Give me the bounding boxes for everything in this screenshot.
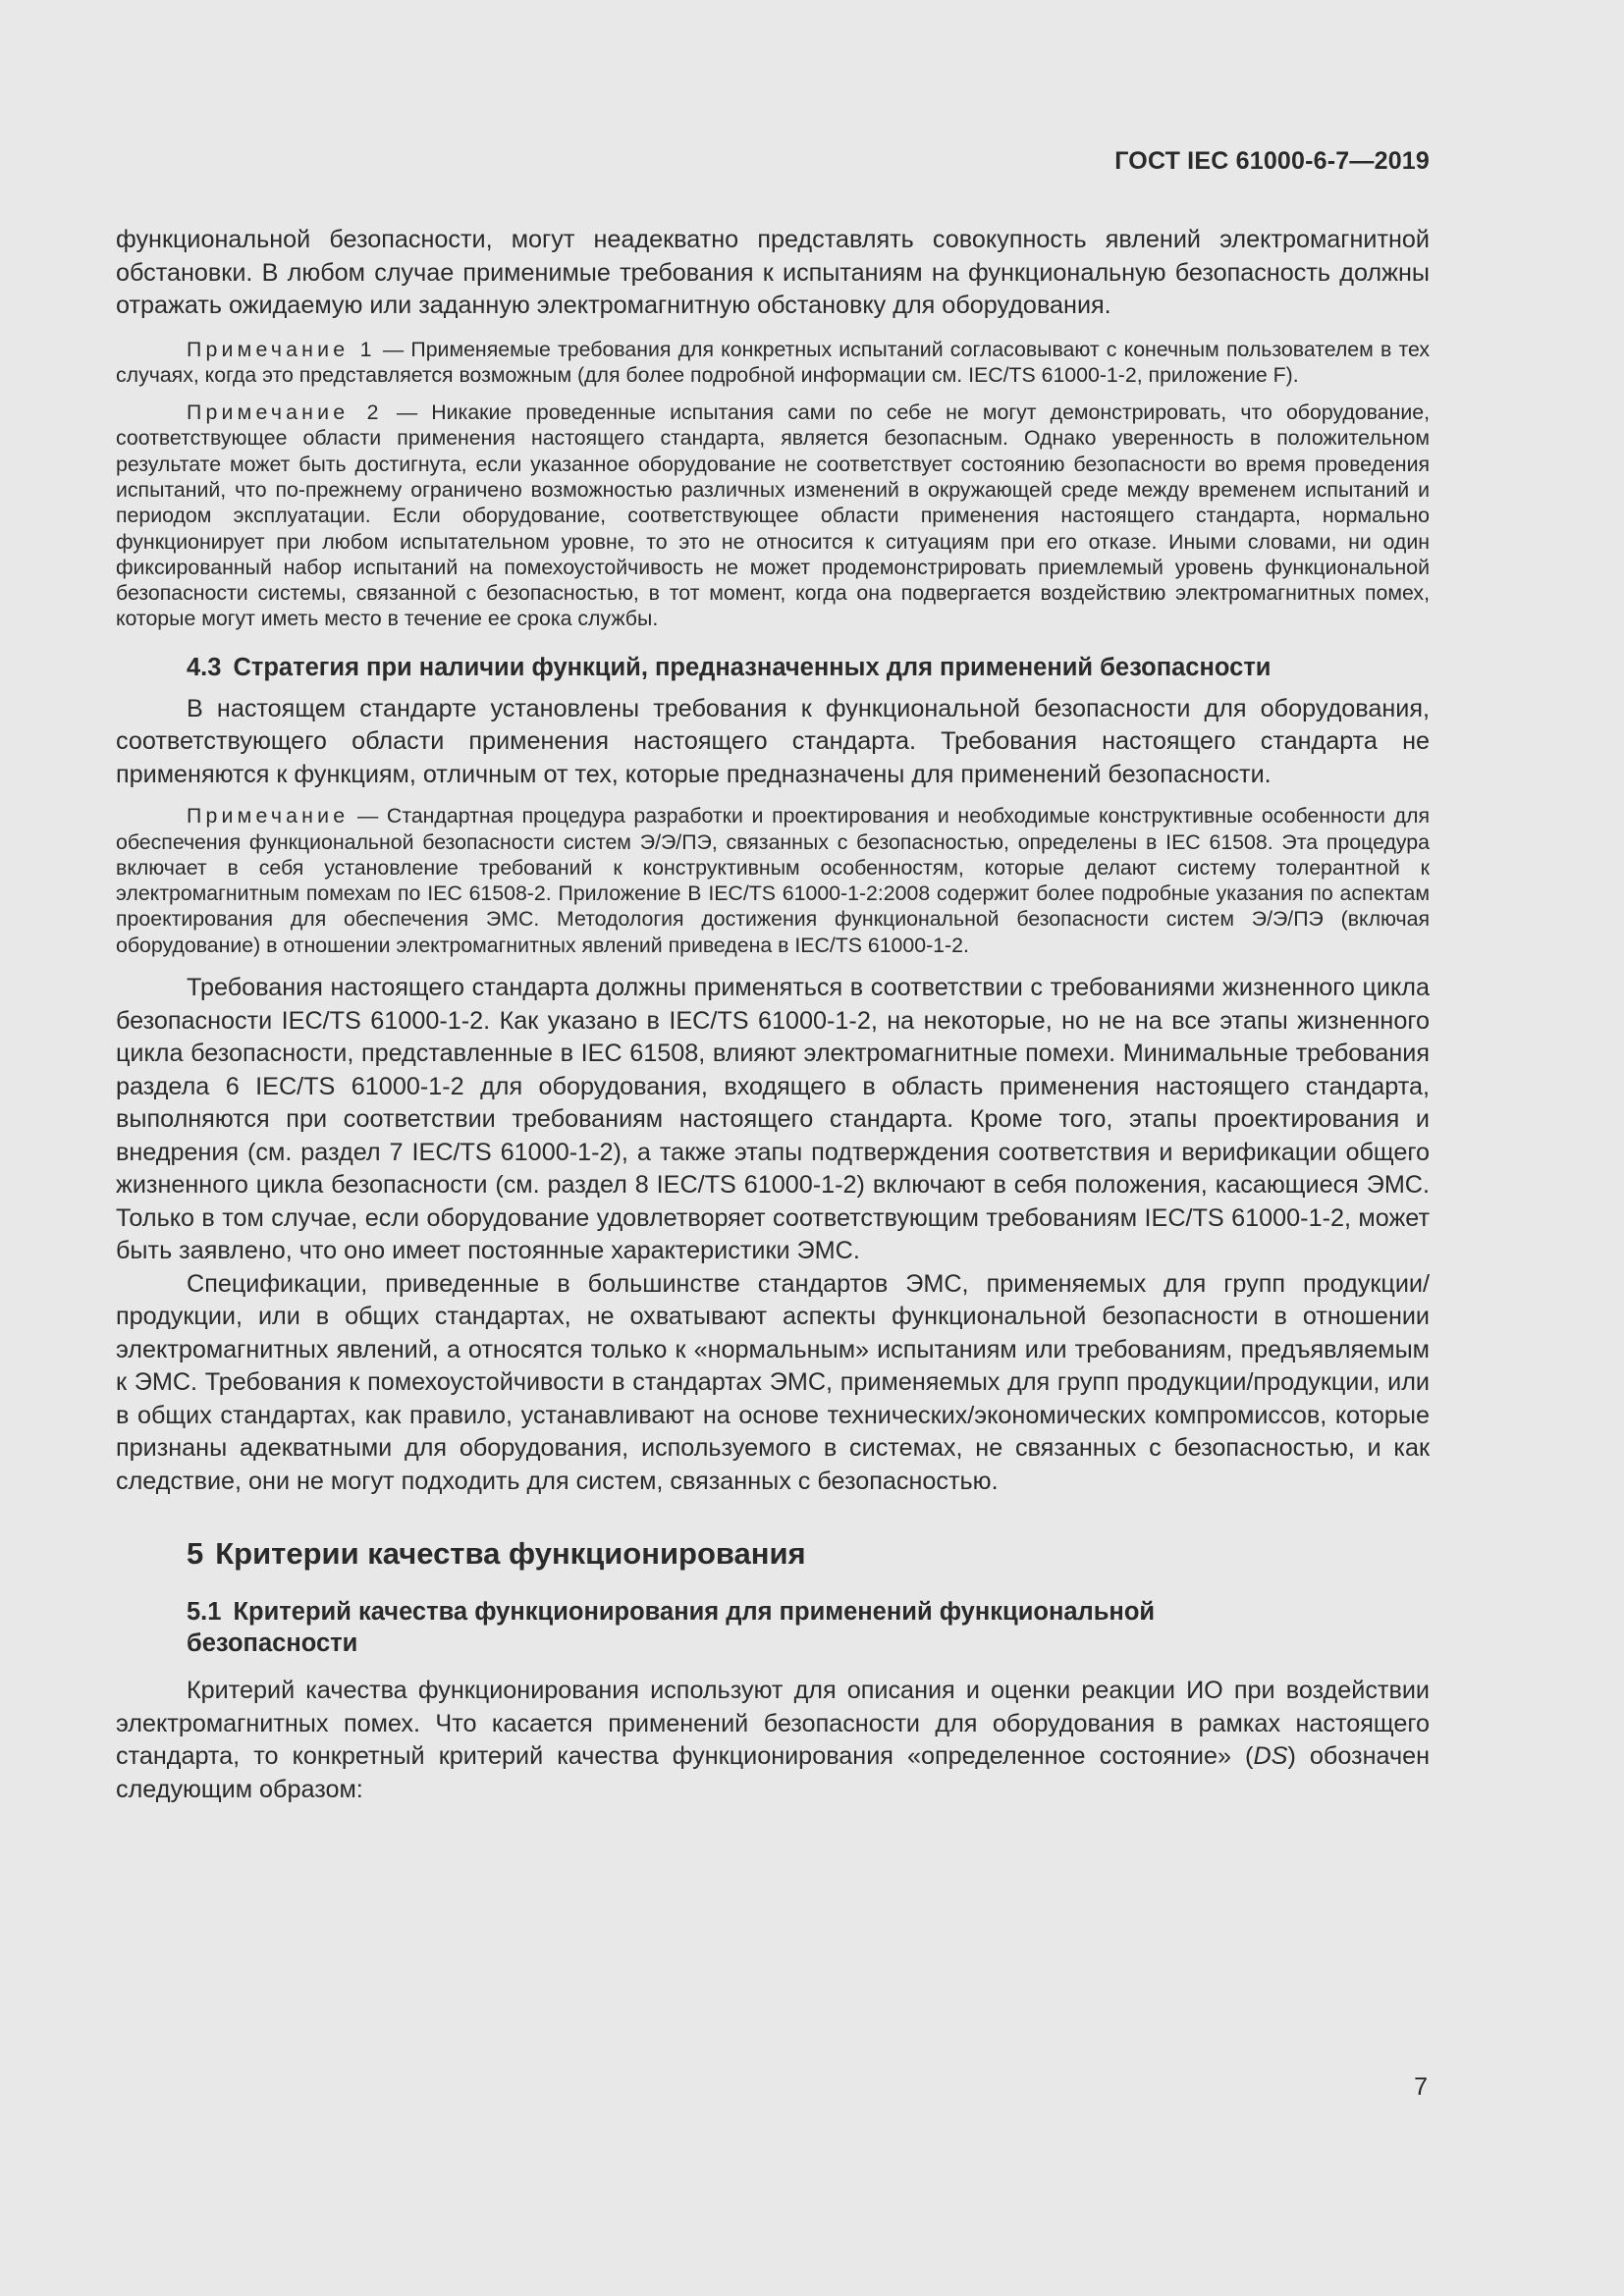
note-3-text: — Стандартная процедура разработки и проектирования и необходимые конструктивные особенности для обеспечения функциональной безопасности систем Э/Э/ПЭ, связанных с безопасностью, определены в IEC 61508. Эта процедура включает в себя установление требований к конструктивным особенностям, которые делают систему толерантной к электромагнитным помехам по IEC 61508-2. Приложение B IEC/TS 61000-1-2:2008 содержит более подробные указания по аспектам проектирования для обеспечения ЭМС. Методология достижения функциональной безопасности систем Э/Э/ПЭ (включая оборудование) в отношении электромагнитных явлений приведена в IEC/TS 61000-1-2. bbox=[116, 804, 1430, 957]
document-header: ГОСТ IEC 61000-6-7—2019 bbox=[1114, 147, 1430, 175]
note-1-label: Примечание 1 bbox=[187, 337, 376, 361]
note-2-label: Примечание 2 bbox=[187, 400, 383, 425]
note-3-label: Примечание bbox=[187, 804, 350, 828]
section-heading-5 bbox=[116, 1535, 1430, 1573]
document-body bbox=[116, 224, 1430, 1806]
note-2 bbox=[116, 400, 1430, 632]
note-1 bbox=[116, 337, 1430, 389]
note-1-text: — Применяемые требования для конкретных испытаний согласовывают с конечным пользователем в тех случаях, когда это представляется возможным (для более подробной информации см. IEC/TS 61000-1-2, приложение F). bbox=[116, 337, 1430, 387]
paragraph-4-3-3: Спецификации, приведенные в большинстве стандартов ЭМС, применяемых для групп продукции/продукции, или в общих стандартах, не охватывают аспекты функциональной безопасности в отношении электромагнитных явлений, а относятся только к «нормальным» испытаниям или требованиям, предъявляемым к ЭМС. Требования к помехоустойчивости в стандартах ЭМС, применяемых для групп продукции/продукции, или в общих стандартах, как правило, устанавливают на основе технических/экономических компромиссов, которые признаны адекватными для оборудования, используемого в системах, не связанных с безопасностью, и как следствие, они не могут подходить для систем, связанных с безопасностью. bbox=[116, 1269, 1430, 1495]
paragraph-4-3-2: Требования настоящего стандарта должны применяться в соответствии с требованиями жизненного цикла безопасности IEC/TS 61000-1-2. Как указано в IEC/TS 61000-1-2, на некоторые, но не на все этапы жизненного цикла безопасности, представленные в IEC 61508, влияют электромагнитные помехи. Минимальные требования раздела 6 IEC/TS 61000-1-2 для оборудования, входящего в область применения настоящего стандарта, выполняются при соответствии требованиям настоящего стандарта. Кроме того, этапы проектирования и внедрения (см. раздел 7 IEC/TS 61000-1-2), а также этапы подтверждения соответствия и верификации общего жизненного цикла безопасности (см. раздел 8 IEC/TS 61000-1-2) включают в себя положения, касающиеся ЭМС. Только в том случае, если оборудование удовлетворяет соответствующим требованиям IEC/TS 61000-1-2, может быть заявлено, что оно имеет постоянные характеристики ЭМС. bbox=[116, 974, 1430, 1265]
section-heading-4-3 bbox=[116, 652, 1430, 683]
note-2-text: — Никакие проведенные испытания сами по себе не могут демонстрировать, что оборудование, соответствующее области применения настоящего стандарта, является безопасным. Однако уверенность в положительном результате может быть достигнута, если указанное оборудование не соответствует состоянию безопасности во время проведения испытаний, что по-прежнему ограничено возможностью различных изменений в окружающей среде между временем испытаний и периодом эксплуатации. Если оборудование, соответствующее области применения настоящего стандарта, нормально функционирует при любом испытательном уровне, то это не относится к ситуациям при его отказе. Иными словами, ни один фиксированный набор испытаний на помехоустойчивость не может продемонстрировать приемлемый уровень функциональной безопасности системы, связанной с безопасностью, в тот момент, когда она подвергается воздействию электромагнитных помех, которые могут иметь место в течение ее срока службы. bbox=[116, 400, 1431, 631]
section-title-4-3: Стратегия при наличии функций, предназначенных для применений безопасности bbox=[233, 653, 1272, 681]
paragraph-continuation: функциональной безопасности, могут неадекватно представлять совокупность явлений электромагнитной обстановки. В любом случае применимые требования к испытаниям на функциональную безопасность должны отражать ожидаемую или заданную электромагнитную обстановку для оборудования. bbox=[116, 226, 1430, 319]
section-heading-5-1 bbox=[116, 1596, 1430, 1659]
section-title-5: Критерии качества функционирования bbox=[215, 1536, 806, 1572]
ds-abbreviation: DS bbox=[1253, 1742, 1288, 1771]
paragraph-5-1-1 bbox=[116, 1675, 1430, 1806]
section-number-5: 5 bbox=[187, 1536, 204, 1572]
paragraph-5-1-1-end: ) обозначен следующим образом: bbox=[116, 1742, 1431, 1803]
section-number-4-3: 4.3 bbox=[187, 653, 222, 681]
paragraph-5-1-1-start: Критерий качества функционирования используют для описания и оценки реакции ИО при воздействии электромагнитных помех. Что касается применений безопасности для оборудования в рамках настоящего стандарта, то конкретный критерий качества функционирования «определенное состояние» ( bbox=[116, 1677, 1430, 1771]
note-3 bbox=[116, 803, 1430, 958]
page-number: 7 bbox=[1414, 2073, 1428, 2101]
section-number-5-1: 5.1 bbox=[187, 1598, 222, 1627]
section-title-5-1-line2: безопасности bbox=[187, 1629, 358, 1658]
section-title-5-1-line1: Критерий качества функционирования для применений функциональной bbox=[233, 1598, 1156, 1627]
paragraph-4-3-1: В настоящем стандарте установлены требования к функциональной безопасности для оборудования, соответствующего области применения настоящего стандарта. Требования настоящего стандарта не применяются к функциям, отличным от тех, которые предназначены для применений безопасности. bbox=[116, 694, 1430, 788]
